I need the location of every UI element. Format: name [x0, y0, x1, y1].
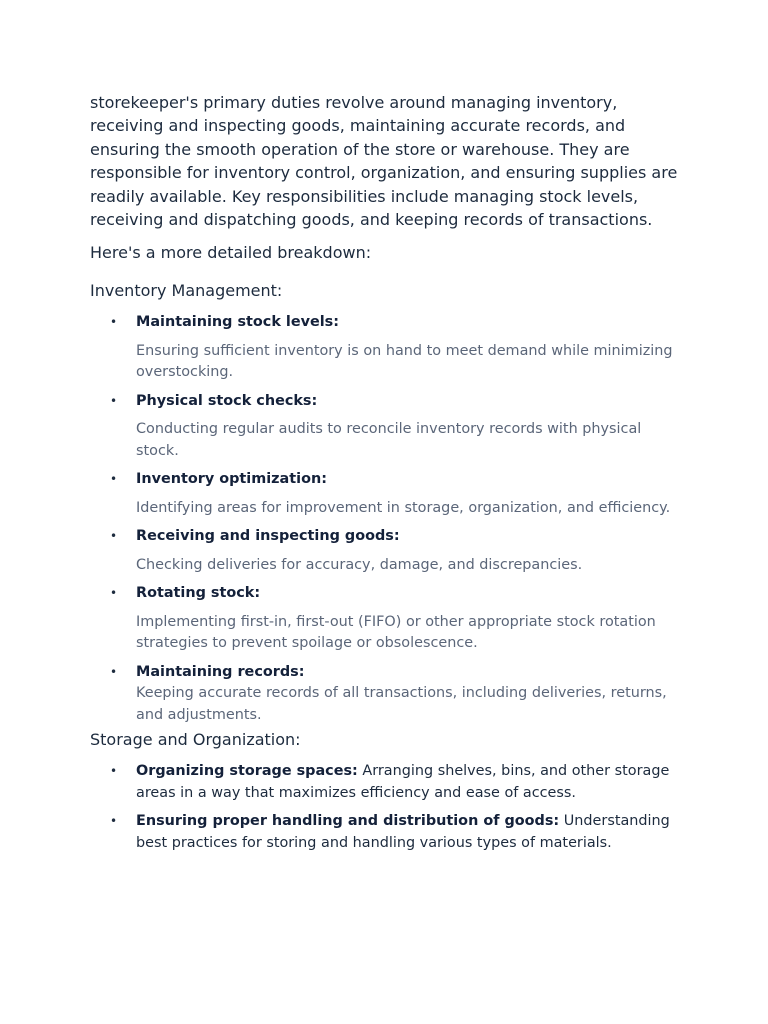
item-description: Arranging shelves, bins, and other storage areas in a way that maximizes efficiency and ease of access. [136, 763, 670, 801]
intro-paragraph: storekeeper's primary duties revolve around managing inventory, receiving and inspecting goods, maintaining accurate records, and ensuring the smooth operation of the store or warehouse. They are responsible for inventory control, organization, and ensuring supplies are readily available. Key responsibilities include managing stock levels, receiving and dispatching goods, and keeping records of transactions. [90, 93, 678, 230]
bullet-icon: • [110, 315, 118, 330]
bullet-icon: • [110, 764, 118, 779]
item-term: Rotating stock: [136, 585, 261, 602]
list-item [90, 811, 680, 854]
item-term: Maintaining stock levels: [136, 314, 339, 331]
bullet-icon: • [110, 472, 118, 487]
list-item [90, 583, 680, 655]
item-description: Conducting regular audits to reconcile inventory records with physical stock. [136, 421, 642, 459]
list-item [90, 391, 680, 463]
item-term: Organizing storage spaces: [136, 763, 358, 780]
item-description: Checking deliveries for accuracy, damage, and discrepancies. [136, 556, 583, 573]
item-description: Keeping accurate records of all transactions, including deliveries, returns, and adjustments. [136, 685, 667, 723]
bullet-icon: • [110, 814, 118, 829]
inventory-list [90, 312, 680, 726]
item-term: Physical stock checks: [136, 392, 318, 409]
document-body [90, 91, 680, 861]
item-term: Ensuring proper handling and distribution of goods: [136, 813, 560, 830]
bullet-icon: • [110, 529, 118, 544]
list-item [90, 469, 680, 519]
item-description: Understanding best practices for storing and handling various types of materials. [136, 813, 670, 851]
list-item [90, 761, 680, 804]
item-term: Maintaining records: [136, 663, 305, 680]
bullet-icon: • [110, 586, 118, 601]
bullet-icon: • [110, 664, 118, 679]
lead-text: Here's a more detailed breakdown: [90, 243, 372, 263]
bullet-icon: • [110, 393, 118, 408]
section-title-inventory: Inventory Management: [90, 281, 283, 301]
list-item [90, 662, 680, 727]
section-title-storage: Storage and Organization: [90, 730, 301, 750]
list-item [90, 312, 680, 384]
item-description: Identifying areas for improvement in storage, organization, and efficiency. [136, 499, 671, 516]
storage-list [90, 761, 680, 854]
item-description: Implementing first-in, first-out (FIFO) or other appropriate stock rotation strategies to prevent spoilage or obsolescence. [136, 613, 656, 652]
item-description: Ensuring sufficient inventory is on hand to meet demand while minimizing overstocking. [136, 342, 673, 381]
item-term: Inventory optimization: [136, 471, 327, 488]
list-item [90, 526, 680, 576]
item-term: Receiving and inspecting goods: [136, 528, 400, 545]
